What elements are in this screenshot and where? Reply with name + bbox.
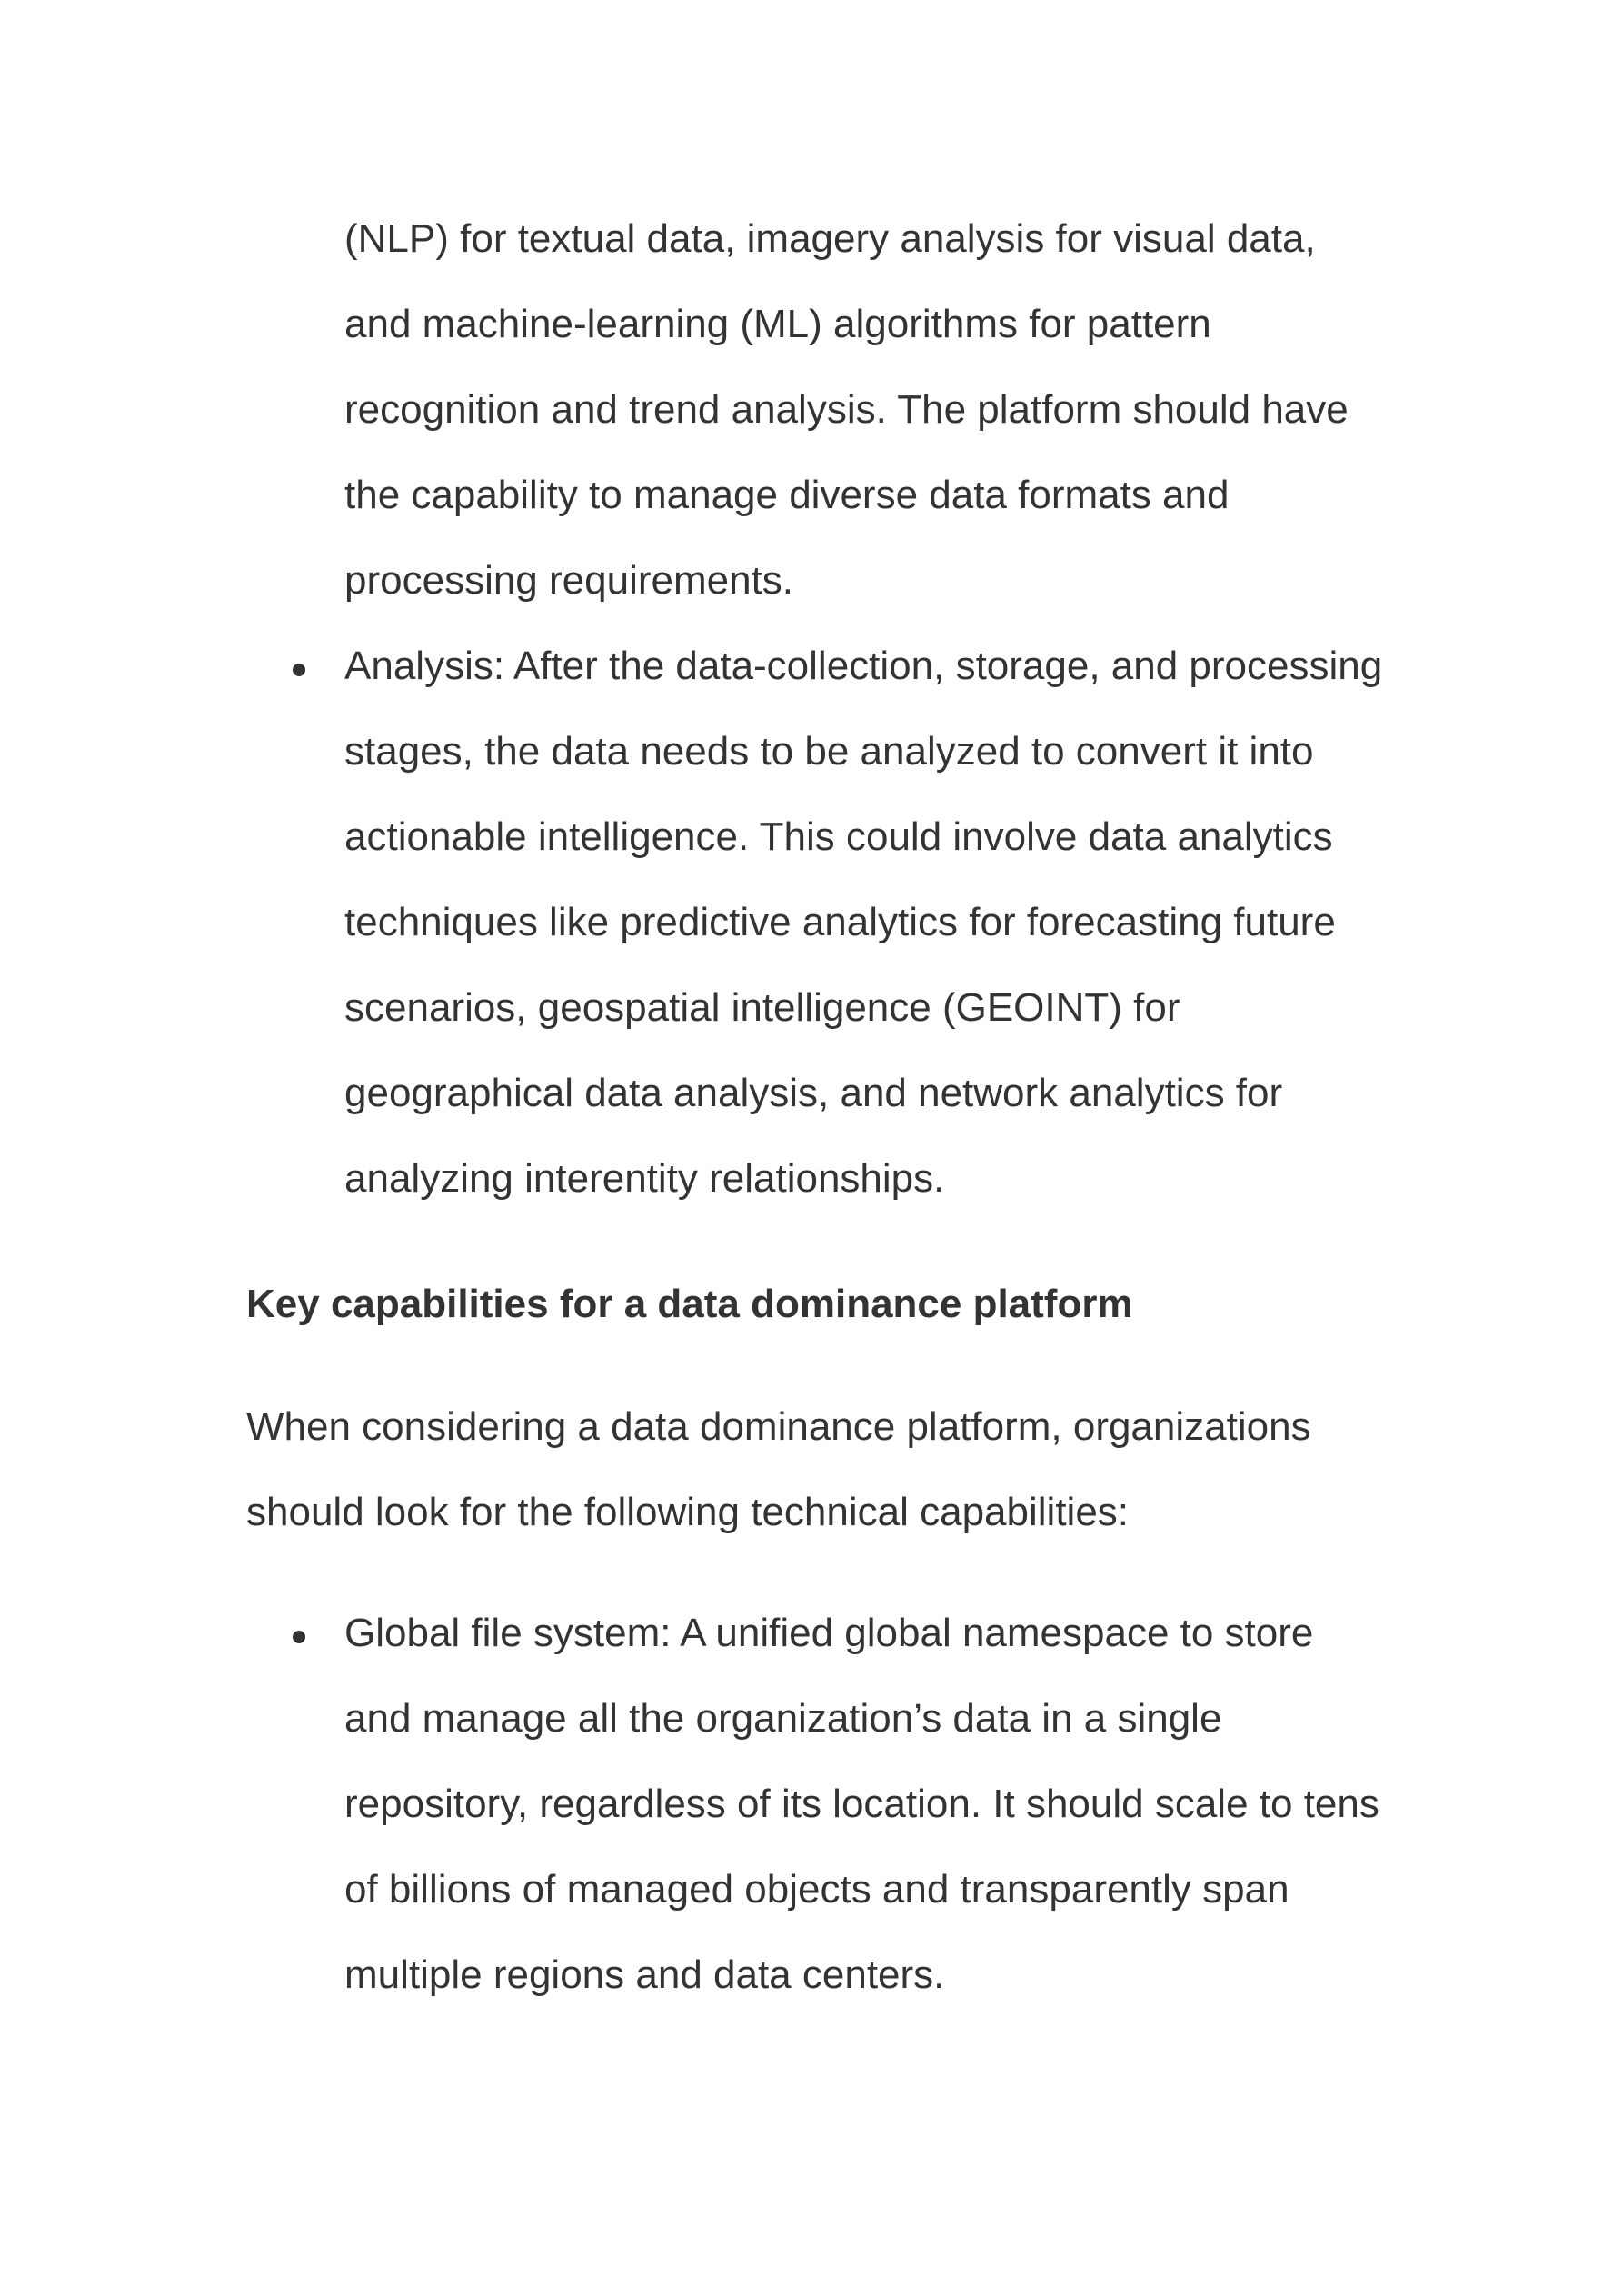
- intro-paragraph: When considering a data dominance platform, organizations should look for the following technical capabilities:: [246, 1404, 1311, 1534]
- bullet-icon: [293, 1631, 305, 1643]
- continued-paragraph: (NLP) for textual data, imagery analysis for visual data, and machine-learning (ML) algorithms for pattern recognition and trend analysis. The platform should have the capability to manage diverse data formats and processing requirements.: [344, 216, 1349, 603]
- bullet-icon: [293, 664, 305, 676]
- analysis-list-item: Analysis: After the data-collection, storage, and processing stages, the data needs to be analyzed to convert it into actionable intelligence. This could involve data analytics techniques like predictive analytics for forecasting future scenarios, geospatial intelligence (GEOINT) for geographical data analysis, and network analytics for analyzing interentity relationships.: [344, 644, 1383, 1201]
- global-file-system-list-item: Global file system: A unified global namespace to store and manage all the organization’s data in a single repository, regardless of its location. It should scale to tens of billions of managed objects and transparently span multiple regions and data centers.: [344, 1611, 1379, 1997]
- section-heading: Key capabilities for a data dominance platform: [246, 1282, 1133, 1326]
